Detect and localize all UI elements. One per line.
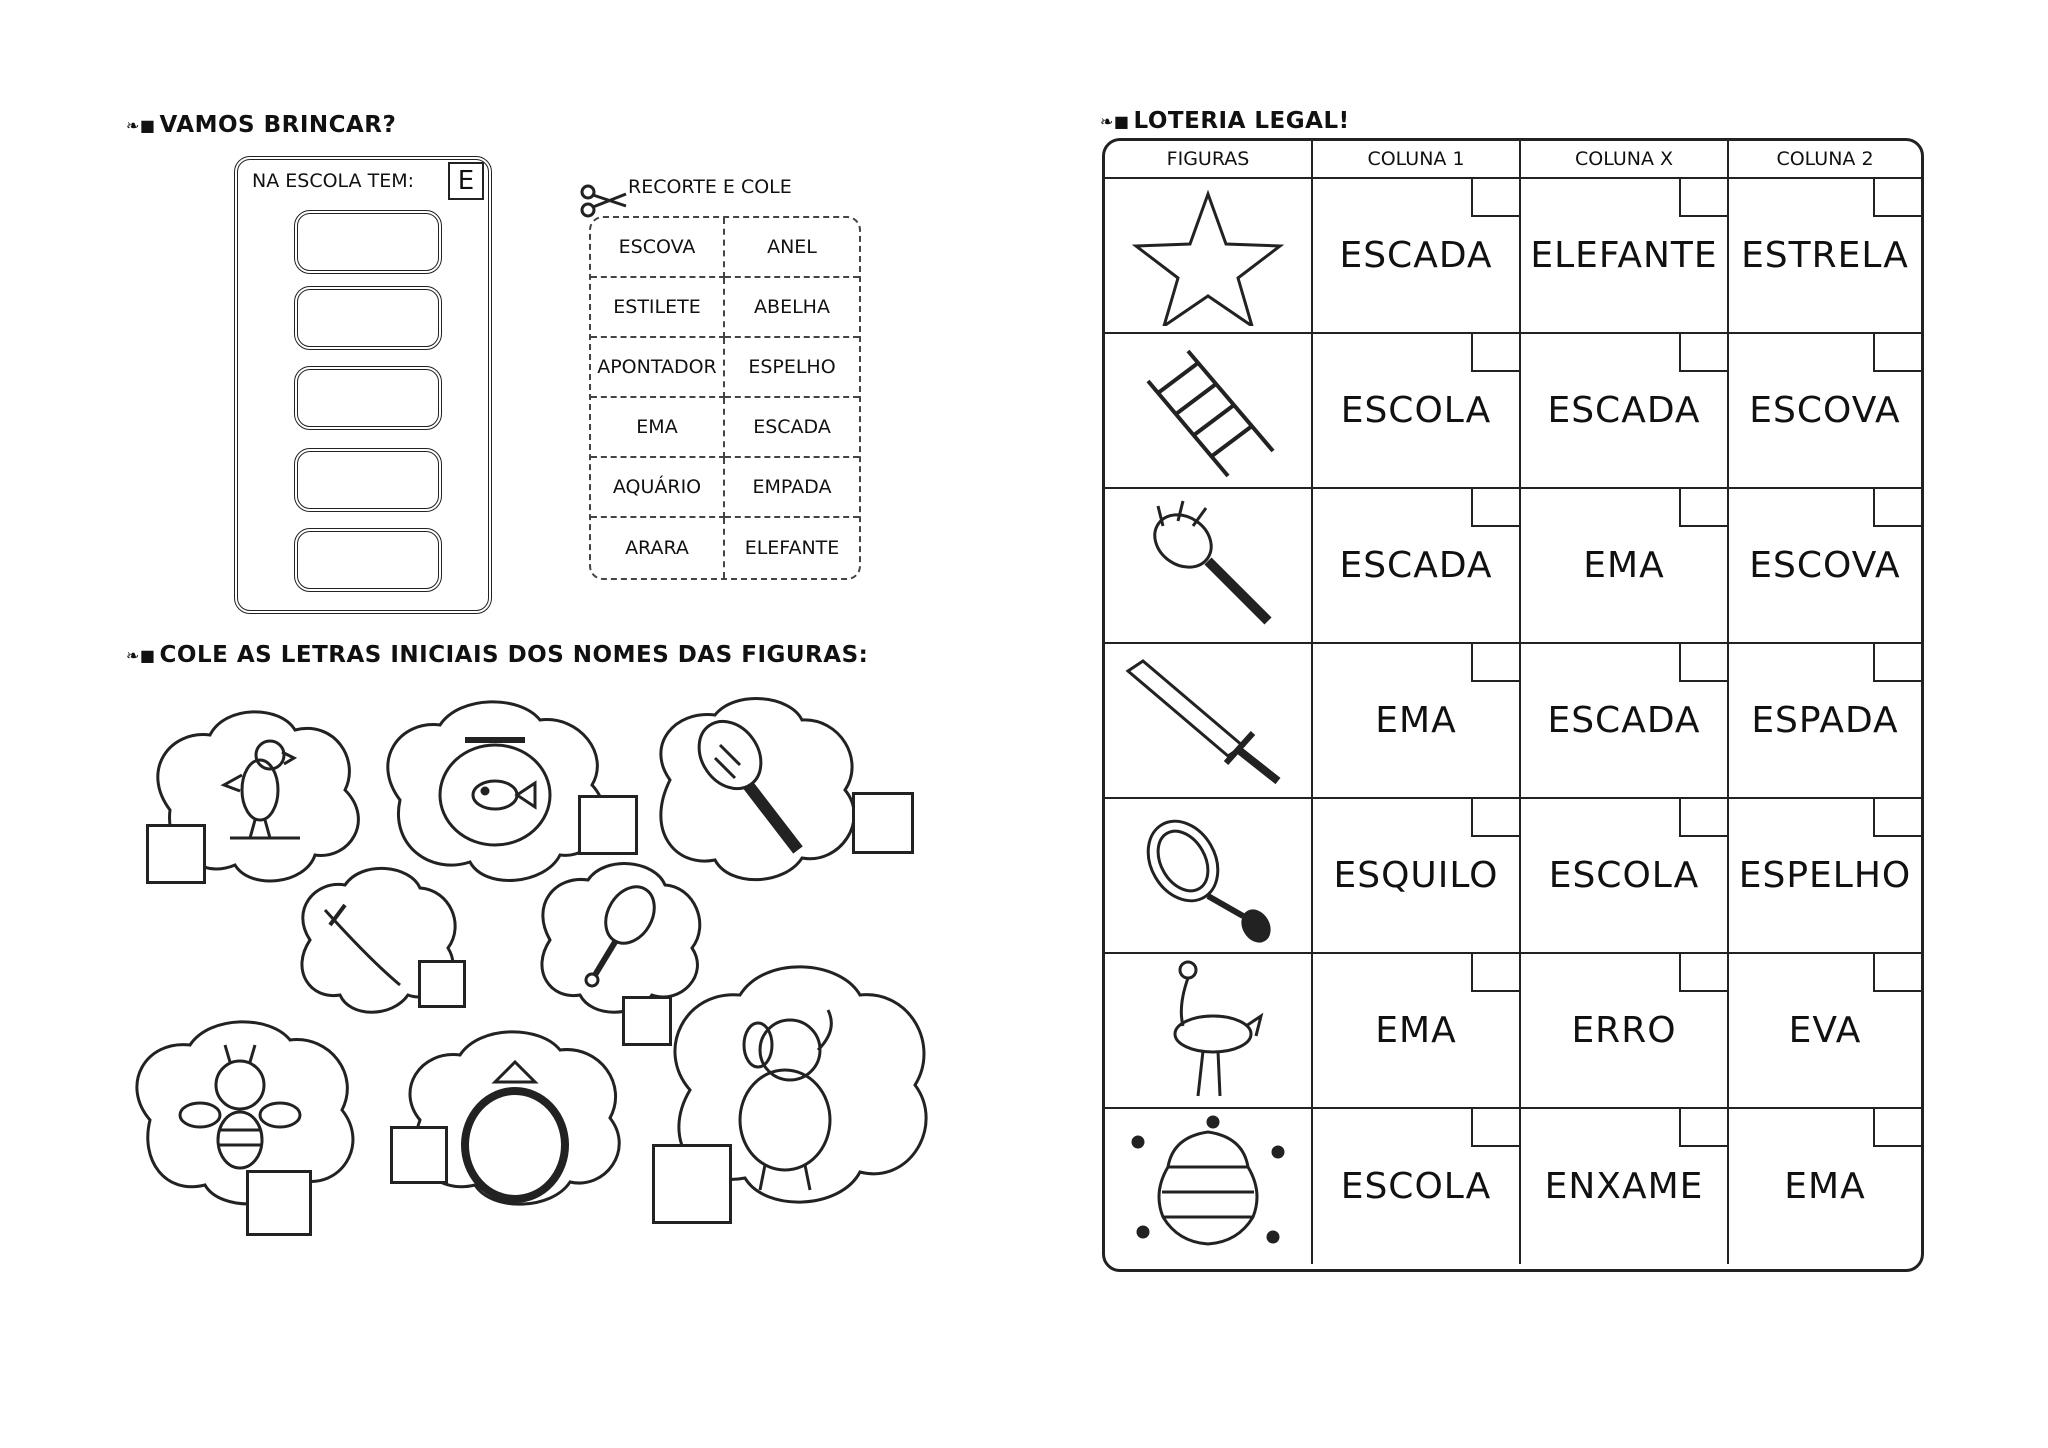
answer-checkbox[interactable]	[1873, 797, 1923, 837]
option-cell[interactable]: ELEFANTE	[1521, 179, 1729, 334]
cut-word[interactable]: ESTILETE	[591, 278, 725, 338]
figure-cell	[1105, 334, 1313, 489]
panel-label: NA ESCOLA TEM:	[252, 170, 415, 192]
decorative-bullet-icon: ❧■	[126, 645, 156, 665]
figure-cell	[1105, 179, 1313, 334]
option-cell[interactable]: ESQUILO	[1313, 799, 1521, 954]
answer-checkbox[interactable]	[1679, 952, 1729, 992]
answer-slot[interactable]	[294, 448, 442, 512]
decorative-bullet-icon: ❧■	[126, 115, 156, 135]
initial-letter-box[interactable]	[146, 824, 206, 884]
option-cell[interactable]: ENXAME	[1521, 1109, 1729, 1264]
option-cell[interactable]: ESCADA	[1521, 334, 1729, 489]
answer-checkbox[interactable]	[1873, 952, 1923, 992]
scissors-icon	[578, 180, 630, 220]
answer-checkbox[interactable]	[1679, 487, 1729, 527]
option-cell[interactable]: ESCOLA	[1521, 799, 1729, 954]
answer-checkbox[interactable]	[1679, 642, 1729, 682]
cut-label: RECORTE E COLE	[628, 176, 792, 198]
answer-checkbox[interactable]	[1471, 952, 1521, 992]
cut-words-grid	[589, 216, 861, 580]
initial-letter-box[interactable]	[578, 795, 638, 855]
option-cell[interactable]: ESPADA	[1729, 644, 1921, 799]
cut-word[interactable]: ANEL	[725, 218, 859, 278]
panel-letter: E	[448, 162, 484, 200]
option-cell[interactable]: ESCOVA	[1729, 334, 1921, 489]
answer-checkbox[interactable]	[1471, 177, 1521, 217]
option-cell[interactable]: ESCADA	[1313, 179, 1521, 334]
answer-checkbox[interactable]	[1471, 642, 1521, 682]
ostrich-icon	[1128, 956, 1288, 1106]
answer-checkbox[interactable]	[1873, 1107, 1923, 1147]
answer-checkbox[interactable]	[1873, 332, 1923, 372]
figure-cell	[1105, 799, 1313, 954]
cut-word[interactable]: ARARA	[591, 518, 725, 578]
initial-letter-box[interactable]	[622, 996, 672, 1046]
initial-letter-box[interactable]	[390, 1126, 448, 1184]
answer-checkbox[interactable]	[1873, 487, 1923, 527]
initial-letter-box[interactable]	[418, 960, 466, 1008]
option-cell[interactable]: ESCOVA	[1729, 489, 1921, 644]
section-title-cole-letras: ❧■ COLE AS LETRAS INICIAIS DOS NOMES DAS FIGURAS:	[126, 642, 869, 668]
lottery-table	[1102, 138, 1924, 1272]
option-cell[interactable]: EVA	[1729, 954, 1921, 1109]
header-coluna-2: COLUNA 2	[1729, 141, 1921, 179]
answer-checkbox[interactable]	[1679, 1107, 1729, 1147]
option-cell[interactable]: EMA	[1729, 1109, 1921, 1264]
option-cell[interactable]: ESCADA	[1313, 489, 1521, 644]
answer-checkbox[interactable]	[1471, 487, 1521, 527]
header-coluna-1: COLUNA 1	[1313, 141, 1521, 179]
section-title-loteria: ❧■ LOTERIA LEGAL!	[1100, 108, 1350, 134]
beehive-icon	[1118, 1112, 1298, 1262]
figure-cell	[1105, 1109, 1313, 1264]
answer-slot[interactable]	[294, 528, 442, 592]
cut-word[interactable]: ESPELHO	[725, 338, 859, 398]
cut-word[interactable]: EMPADA	[725, 458, 859, 518]
answer-checkbox[interactable]	[1873, 177, 1923, 217]
cut-word[interactable]: AQUÁRIO	[591, 458, 725, 518]
cut-word[interactable]: ELEFANTE	[744, 537, 840, 559]
answer-slot[interactable]	[294, 210, 442, 274]
option-cell[interactable]: ESCADA	[1521, 644, 1729, 799]
answer-checkbox[interactable]	[1679, 177, 1729, 217]
option-cell[interactable]: EMA	[1521, 489, 1729, 644]
initial-letter-box[interactable]	[246, 1170, 312, 1236]
option-cell[interactable]: ESTRELA	[1729, 179, 1921, 334]
section-title-vamos-brincar: ❧■ VAMOS BRINCAR?	[126, 112, 397, 138]
cut-word[interactable]: ABELHA	[725, 278, 859, 338]
option-cell[interactable]: EMA	[1313, 954, 1521, 1109]
figure-cell	[1105, 489, 1313, 644]
answer-slot[interactable]	[294, 366, 442, 430]
header-coluna-x: COLUNA X	[1521, 141, 1729, 179]
cut-word[interactable]: EMA	[591, 398, 725, 458]
figures-area	[130, 690, 930, 1250]
decorative-bullet-icon: ❧■	[1100, 111, 1130, 131]
cut-word[interactable]: ESCADA	[725, 398, 859, 458]
answer-checkbox[interactable]	[1679, 332, 1729, 372]
option-cell[interactable]: ESCOLA	[1313, 1109, 1521, 1264]
answer-slot[interactable]	[294, 286, 442, 350]
school-panel	[234, 156, 492, 614]
answer-checkbox[interactable]	[1873, 642, 1923, 682]
header-figuras: FIGURAS	[1105, 141, 1313, 179]
initial-letter-box[interactable]	[852, 792, 914, 854]
sword-icon	[1118, 651, 1298, 791]
answer-checkbox[interactable]	[1471, 1107, 1521, 1147]
cut-word[interactable]: APONTADOR	[591, 338, 725, 398]
brush-icon	[1128, 496, 1288, 636]
star-icon	[1128, 186, 1288, 326]
figure-cell	[1105, 954, 1313, 1109]
option-cell[interactable]: ERRO	[1521, 954, 1729, 1109]
answer-checkbox[interactable]	[1471, 797, 1521, 837]
cut-word[interactable]: ESCOVA	[591, 218, 725, 278]
answer-checkbox[interactable]	[1679, 797, 1729, 837]
option-cell[interactable]: ESPELHO	[1729, 799, 1921, 954]
mirror-icon	[1128, 806, 1288, 946]
figure-cell	[1105, 644, 1313, 799]
option-cell[interactable]: ESCOLA	[1313, 334, 1521, 489]
ladder-icon	[1128, 341, 1288, 481]
answer-checkbox[interactable]	[1471, 332, 1521, 372]
initial-letter-box[interactable]	[652, 1144, 732, 1224]
option-cell[interactable]: EMA	[1313, 644, 1521, 799]
